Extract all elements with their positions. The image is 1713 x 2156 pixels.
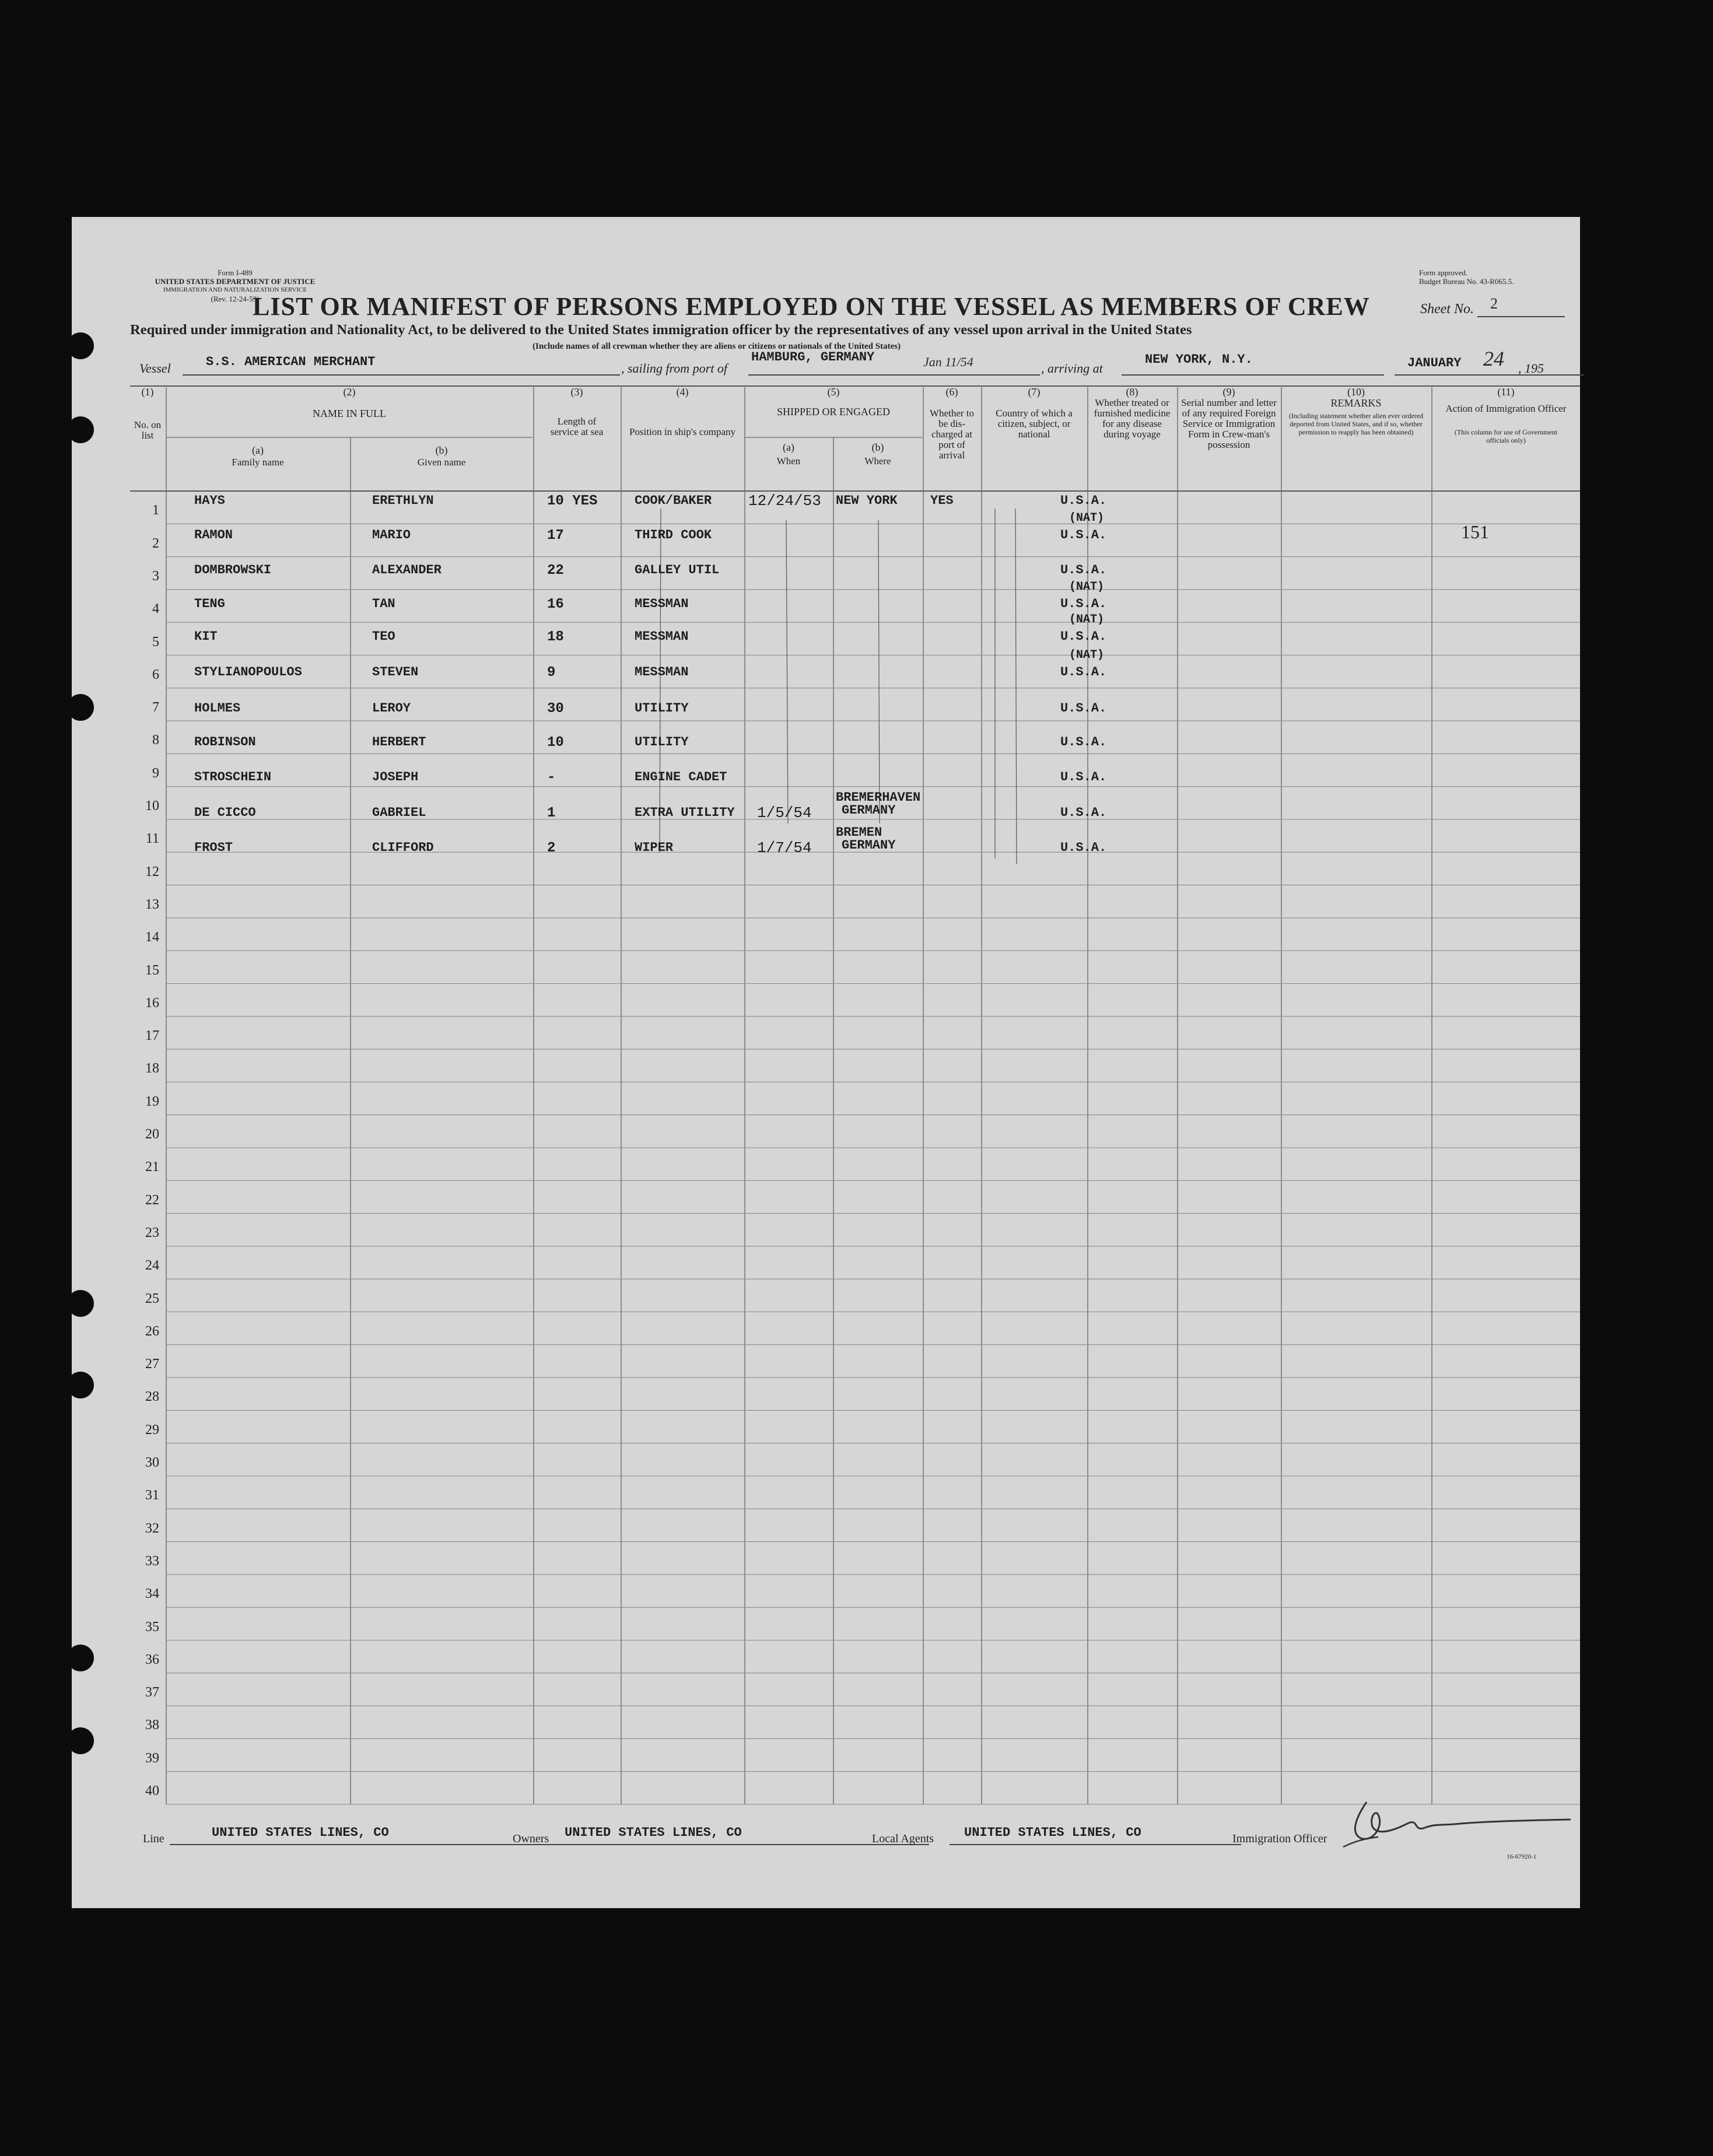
col3-header: Length of service at sea <box>550 416 604 437</box>
print-code: 16-67920-1 <box>1507 1853 1537 1860</box>
row-number: 34 <box>145 1586 159 1602</box>
col5-number: (5) <box>827 386 840 398</box>
col11-number: (11) <box>1497 386 1515 398</box>
shipped-where-cell-2: GERMANY <box>842 838 896 853</box>
pencil-tick-line <box>878 520 880 823</box>
vessel-label: Vessel <box>139 361 171 376</box>
naturalized-note: (NAT) <box>1069 580 1105 594</box>
country-cell: U.S.A. <box>1060 596 1107 611</box>
document-title: LIST OR MANIFEST OF PERSONS EMPLOYED ON THE VESSEL AS MEMBERS OF CREW <box>253 292 1370 321</box>
col2-header: NAME IN FULL <box>313 408 386 419</box>
sailing-port: HAMBURG, GERMANY <box>751 350 875 364</box>
row-number: 8 <box>152 732 159 748</box>
position-cell: ENGINE CADET <box>635 770 727 785</box>
col11-header: Action of Immigration Officer <box>1445 403 1567 414</box>
family-name-cell: DE CICCO <box>194 805 256 820</box>
col4-number: (4) <box>676 386 689 398</box>
discharge-cell: YES <box>930 493 954 508</box>
col11-note: (This column for use of Government officials only) <box>1454 428 1558 444</box>
col4-header: Position in ship's company <box>629 426 736 437</box>
service-length-cell: - <box>547 770 556 786</box>
row-number: 38 <box>145 1717 159 1733</box>
row-number: 21 <box>145 1159 159 1175</box>
agents-label: Local Agents <box>872 1832 934 1845</box>
country-cell: U.S.A. <box>1060 805 1107 820</box>
col8-header: Whether treated or furnished medicine for any disease during voyage <box>1094 397 1171 440</box>
family-name-cell: STROSCHEIN <box>194 770 272 785</box>
vessel-name: S.S. AMERICAN MERCHANT <box>206 355 376 369</box>
family-name-cell: FROST <box>194 840 233 855</box>
service-length-cell: 30 <box>547 700 564 717</box>
line-label: Line <box>143 1832 164 1845</box>
row-number: 6 <box>152 667 159 682</box>
sheet-number: 2 <box>1490 295 1498 312</box>
given-name-cell: ALEXANDER <box>372 562 442 577</box>
position-cell: EXTRA UTILITY <box>635 805 735 820</box>
shipped-where-cell: BREMEN <box>836 825 882 840</box>
row-number: 35 <box>145 1619 159 1635</box>
service-length-cell: 17 <box>547 528 564 544</box>
service-name: IMMIGRATION AND NATURALIZATION SERVICE <box>163 286 307 293</box>
col10-header: REMARKS <box>1330 397 1382 409</box>
row-number: 12 <box>145 864 159 879</box>
pencil-tick-line <box>786 520 788 823</box>
col8-number: (8) <box>1126 386 1139 398</box>
row-number: 24 <box>145 1258 159 1274</box>
sailing-label: , sailing from port of <box>621 361 727 376</box>
col9-number: (9) <box>1222 386 1235 398</box>
country-cell: U.S.A. <box>1060 528 1107 543</box>
position-cell: MESSMAN <box>635 629 689 644</box>
col2b-header: Given name <box>417 457 466 468</box>
given-name-cell: STEVEN <box>372 664 419 679</box>
row-number: 13 <box>145 896 159 912</box>
year-label: , 195 <box>1518 361 1544 376</box>
col5a-number: (a) <box>783 441 794 453</box>
row-number: 39 <box>145 1750 159 1766</box>
row-number: 1 <box>152 503 159 518</box>
row-number: 31 <box>145 1488 159 1503</box>
form-revision: (Rev. 12-24-53) <box>211 295 260 303</box>
col2a-number: (a) <box>252 444 264 456</box>
col10-note: (Including statement whether alien ever ordered deported from United States, and if so, whether permission to reapply has been obtained) <box>1288 412 1424 436</box>
row-number: 27 <box>145 1356 159 1372</box>
row-number: 25 <box>145 1291 159 1306</box>
line-underline <box>170 1844 566 1845</box>
row-number: 32 <box>145 1520 159 1536</box>
col5-header: SHIPPED OR ENGAGED <box>776 406 890 418</box>
family-name-cell: DOMBROWSKI <box>194 562 272 577</box>
department-name: UNITED STATES DEPARTMENT OF JUSTICE <box>155 277 316 286</box>
service-length-cell: 1 <box>547 805 556 821</box>
service-length-cell: 2 <box>547 840 556 856</box>
family-name-cell: STYLIANOPOULOS <box>194 664 302 679</box>
required-statement: Required under immigration and Nationality Act, to be delivered to the United States immigration officer by the representatives of any vessel upon arrival in the United States <box>130 322 1192 338</box>
position-cell: UTILITY <box>635 700 689 716</box>
service-length-cell: 10 YES <box>547 493 598 509</box>
pencil-tick-line <box>660 509 661 853</box>
row-number: 28 <box>145 1389 159 1405</box>
position-cell: UTILITY <box>635 735 689 750</box>
given-name-cell: GABRIEL <box>372 805 426 820</box>
family-name-cell: KIT <box>194 629 218 644</box>
arrival-day: 24 <box>1483 347 1504 370</box>
shipped-when-cell: 12/24/53 <box>748 492 821 510</box>
row-number: 9 <box>152 765 159 781</box>
col1-header: No. on list <box>134 419 162 441</box>
col5a-header: When <box>776 455 801 467</box>
family-name-cell: HAYS <box>194 493 225 508</box>
arrival-month: JANUARY <box>1407 356 1462 370</box>
position-cell: GALLEY UTIL <box>635 562 720 577</box>
given-name-cell: TAN <box>372 596 395 611</box>
family-name-cell: ROBINSON <box>194 735 256 750</box>
arrival-port: NEW YORK, N.Y. <box>1145 352 1253 367</box>
sailing-date: Jan 11/54 <box>923 355 973 369</box>
country-cell: U.S.A. <box>1060 664 1107 679</box>
col7-number: (7) <box>1028 386 1041 398</box>
service-length-cell: 18 <box>547 629 564 646</box>
row-number: 18 <box>145 1061 159 1077</box>
shipped-where-cell: BREMERHAVEN <box>836 790 921 805</box>
country-cell: U.S.A. <box>1060 770 1107 785</box>
manifest-page <box>72 217 1580 1908</box>
col10-number: (10) <box>1347 386 1365 398</box>
owners-label: Owners <box>513 1832 549 1845</box>
col2-number: (2) <box>343 386 356 398</box>
budget-bureau-line: Budget Bureau No. 43-R065.5. <box>1419 277 1514 286</box>
given-name-cell: LEROY <box>372 700 411 716</box>
form-number: Form I-489 <box>218 268 253 277</box>
family-name-cell: TENG <box>194 596 225 611</box>
family-name-cell: RAMON <box>194 528 233 543</box>
given-name-cell: ERETHLYN <box>372 493 434 508</box>
naturalized-note: (NAT) <box>1069 511 1105 525</box>
officer-mark: 151 <box>1461 521 1489 542</box>
country-cell: U.S.A. <box>1060 493 1107 508</box>
row-number: 26 <box>145 1323 159 1339</box>
officer-signature <box>1337 1792 1582 1856</box>
row-number: 19 <box>145 1093 159 1109</box>
agents-value: UNITED STATES LINES, CO <box>964 1825 1141 1840</box>
row-number: 33 <box>145 1553 159 1569</box>
row-number: 3 <box>152 568 159 584</box>
given-name-cell: MARIO <box>372 528 411 543</box>
row-number: 22 <box>145 1192 159 1208</box>
agents-underline <box>950 1844 1241 1845</box>
shipped-when-cell: 1/7/54 <box>757 839 812 857</box>
row-number: 20 <box>145 1127 159 1142</box>
row-number: 5 <box>152 634 159 650</box>
shipped-where-cell-2: GERMANY <box>842 802 896 818</box>
line-value: UNITED STATES LINES, CO <box>212 1825 389 1840</box>
arriving-label: , arriving at <box>1041 361 1103 376</box>
row-number: 30 <box>145 1455 159 1470</box>
position-cell: MESSMAN <box>635 596 689 611</box>
given-name-cell: CLIFFORD <box>372 840 434 855</box>
position-cell: MESSMAN <box>635 664 689 679</box>
pencil-tick-line <box>1015 509 1017 864</box>
row-number: 16 <box>145 995 159 1011</box>
col1-number: (1) <box>141 386 154 398</box>
row-number: 40 <box>145 1783 159 1799</box>
country-cell: U.S.A. <box>1060 562 1107 577</box>
given-name-cell: HERBERT <box>372 735 426 750</box>
row-number: 4 <box>152 601 159 617</box>
row-number: 15 <box>145 962 159 978</box>
country-cell: U.S.A. <box>1060 700 1107 716</box>
row-number: 36 <box>145 1652 159 1667</box>
position-cell: WIPER <box>635 840 674 855</box>
service-length-cell: 22 <box>547 562 564 579</box>
service-length-cell: 10 <box>547 735 564 751</box>
row-number: 10 <box>145 798 159 814</box>
naturalized-note: (NAT) <box>1069 613 1105 627</box>
family-name-cell: HOLMES <box>194 700 241 716</box>
shipped-when-cell: 1/5/54 <box>757 804 812 822</box>
row-number: 14 <box>145 930 159 945</box>
position-cell: COOK/BAKER <box>635 493 712 508</box>
position-cell: THIRD COOK <box>635 528 712 543</box>
given-name-cell: JOSEPH <box>372 770 419 785</box>
row-number: 37 <box>145 1685 159 1701</box>
officer-label: Immigration Officer <box>1232 1832 1327 1845</box>
row-number: 29 <box>145 1422 159 1438</box>
owners-value: UNITED STATES LINES, CO <box>565 1825 742 1840</box>
col9-header: Serial number and letter of any required Foreign Service or Immigration Form in Crew-man's possession <box>1181 397 1277 450</box>
col2a-header: Family name <box>232 457 284 468</box>
shipped-where-cell: NEW YORK <box>836 493 898 508</box>
col6-number: (6) <box>945 386 958 398</box>
sheet-label: Sheet No. <box>1420 302 1474 317</box>
col5b-number: (b) <box>871 441 884 453</box>
service-length-cell: 9 <box>547 664 556 681</box>
country-cell: U.S.A. <box>1060 840 1107 855</box>
country-cell: U.S.A. <box>1060 735 1107 750</box>
service-length-cell: 16 <box>547 596 564 612</box>
row-number: 23 <box>145 1225 159 1240</box>
col3-number: (3) <box>570 386 583 398</box>
row-number: 7 <box>152 700 159 716</box>
row-number: 11 <box>145 831 159 847</box>
naturalized-note: (NAT) <box>1069 648 1105 662</box>
col2b-number: (b) <box>435 444 448 456</box>
row-number: 17 <box>145 1028 159 1044</box>
col5b-header: Where <box>864 455 891 467</box>
row-number: 2 <box>152 535 159 551</box>
col7-header: Country of which a citizen, subject, or national <box>996 408 1073 440</box>
manifest-table-grid <box>72 217 1580 1908</box>
country-cell: U.S.A. <box>1060 629 1107 644</box>
approval-line: Form approved. <box>1419 268 1468 277</box>
include-note: (Include names of all crewman whether they are aliens or citizens or nationals of the United States) <box>533 342 901 351</box>
col6-header: Whether to be dis-charged at port of arrival <box>930 408 974 461</box>
given-name-cell: TEO <box>372 629 395 644</box>
